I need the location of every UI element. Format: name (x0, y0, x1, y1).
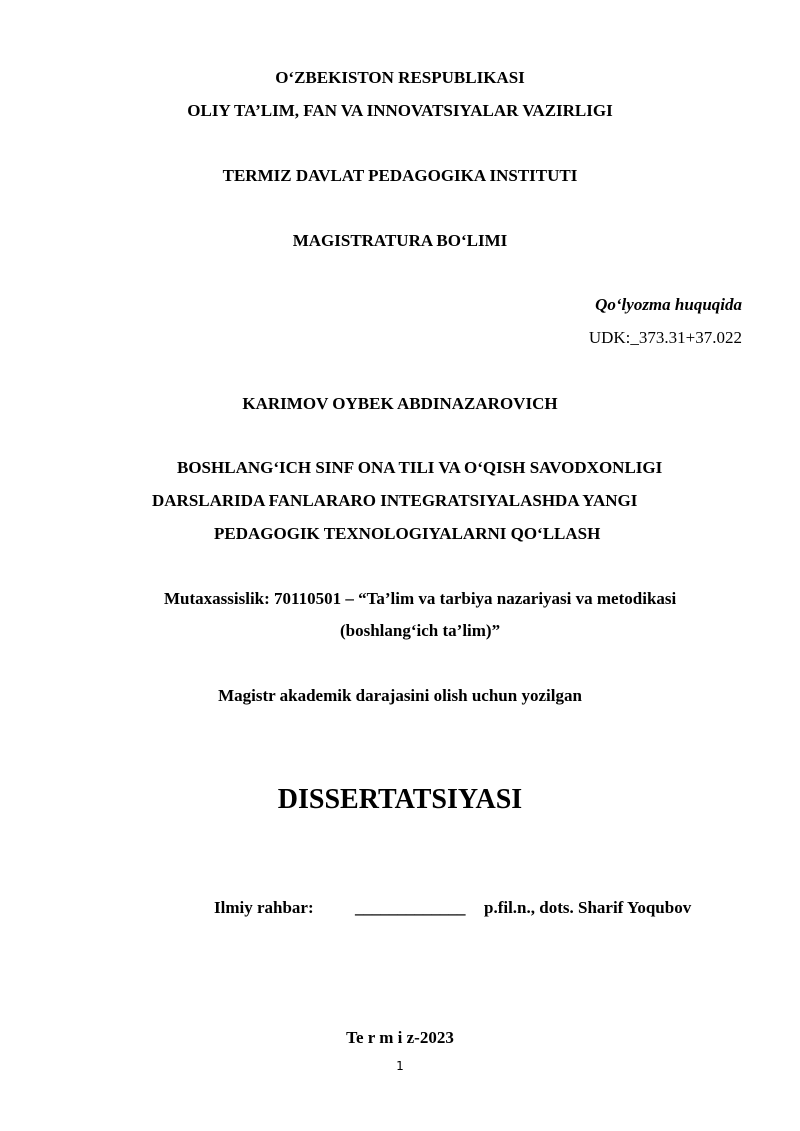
place-and-year: Te r m i z-2023 (346, 1028, 454, 1047)
document-type-title: DISSERTATSIYASI (277, 784, 523, 815)
thesis-title-line-1: BOSHLANG‘ICH SINF ONA TILI VA O‘QISH SAVODXONLIGI (177, 458, 663, 477)
thesis-title-line-2: DARSLARIDA FANLARARO INTEGRATSIYALASHDA YANGI (152, 491, 638, 510)
ministry-heading: OLIY TA’LIM, FAN VA INNOVATSIYALAR VAZIRLIGI (187, 101, 613, 120)
udk-code (589, 328, 742, 348)
udk-label: UDK: (588, 328, 631, 347)
republic-heading: O‘ZBEKISTON RESPUBLIKASI (275, 68, 525, 87)
signature-blank: _____________ (355, 898, 466, 917)
specialty-line-1: Mutaxassislik: 70110501 – “Ta’lim va tarbiya nazariyasi va metodikasi (164, 589, 677, 608)
supervisor-name: p.fil.n., dots. Sharif Yoqubov (484, 898, 692, 917)
udk-value: _373.31+37.022 (630, 328, 742, 347)
author-name: KARIMOV OYBEK ABDINAZAROVICH (242, 394, 558, 413)
supervisor-label: Ilmiy rahbar: (214, 898, 314, 917)
manuscript-rights-note: Qo‘lyozma huquqida (595, 295, 742, 314)
department-heading: MAGISTRATURA BO‘LIMI (292, 231, 508, 250)
specialty-line-2: (boshlang‘ich ta’lim)” (340, 621, 501, 640)
page-number: 1 (396, 1059, 404, 1073)
degree-purpose: Magistr akademik darajasini olish uchun yozilgan (218, 686, 582, 705)
supervisor-row (0, 898, 800, 922)
institute-heading: TERMIZ DAVLAT PEDAGOGIKA INSTITUTI (222, 166, 578, 185)
thesis-title-line-3: PEDAGOGIK TEXNOLOGIYALARNI QO‘LLASH (214, 524, 601, 543)
